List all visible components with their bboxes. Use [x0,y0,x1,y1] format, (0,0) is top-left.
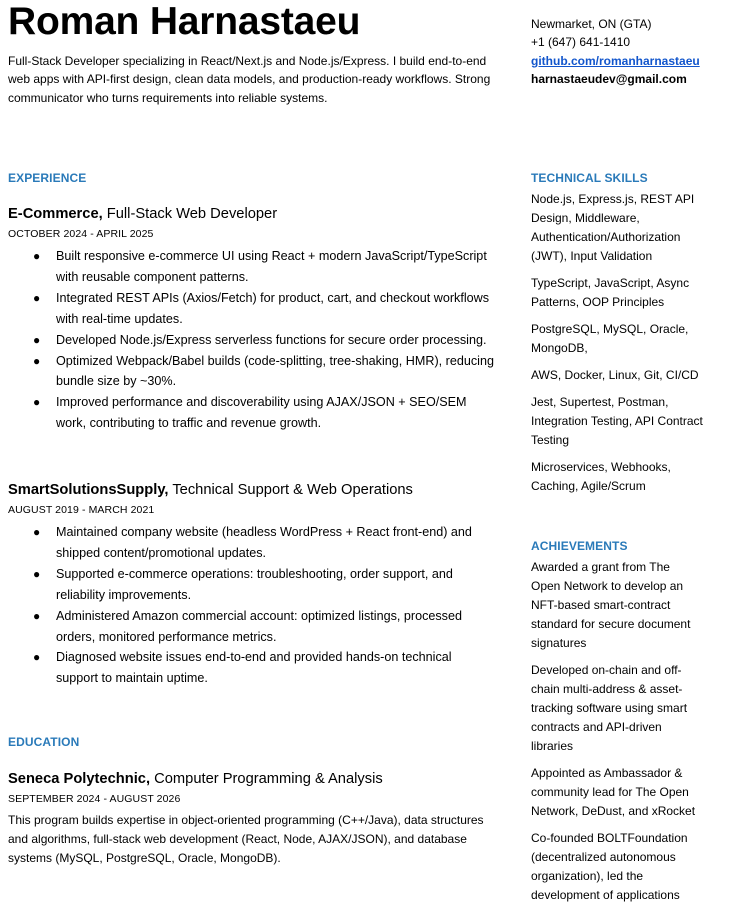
bullet-icon: ● [33,332,41,347]
education-program: Computer Programming & Analysis [154,771,383,787]
location: Newmarket, ON (GTA) [531,17,652,31]
candidate-name: Roman Harnastaeu [8,0,361,43]
education-entry [8,771,498,868]
education-org: Seneca Polytechnic, [8,771,151,787]
job-bullet: ● Maintained company website (headless WordPress + React front-end) and shipped content/promotional updates. [8,522,496,564]
job-bullets [8,246,498,434]
skill-item: AWS, Docker, Linux, Git, CI/CD [531,368,699,382]
job-bullet: ● Improved performance and discoverability using AJAX/JSON + SEO/SEM work, contributing to traffic and revenue growth. [8,392,496,434]
bullet-icon: ● [33,395,41,410]
job-bullet: ● Built responsive e-commerce UI using React + modern JavaScript/TypeScript with reusable component patterns. [8,246,496,288]
achievement-item: Co-founded BOLTFoundation (decentralized autonomous organization), led the development of applications [531,831,688,902]
achievements-heading: ACHIEVEMENTS [531,539,628,553]
skills-list [531,190,706,504]
contact-block [531,15,700,88]
job-bullet: ● Supported e-commerce operations: troubleshooting, order support, and reliability improvements. [8,564,496,606]
job-dates: OCTOBER 2024 - APRIL 2025 [8,228,154,240]
bullet-icon: ● [33,566,41,581]
skill-item: TypeScript, JavaScript, Async Patterns, OOP Principles [531,276,690,309]
achievement-item: Developed on-chain and off-chain multi-address & asset-tracking software using smart contracts and API-driven libraries [531,663,688,753]
summary: Full-Stack Developer specializing in React/Next.js and Node.js/Express. I build end-to-end web apps with API-first design, clean data models, and production-ready workflows. Strong communicator who turns requirements into reliable systems. [8,54,491,105]
education-description: This program builds expertise in object-oriented programming (C++/Java), data structures and algorithms, full-stack web development (React, Node, AJAX/JSON), and database systems (MySQL, PostgreSQL, Oracle, MongoDB). [8,813,484,865]
job-bullet: ● Developed Node.js/Express serverless functions for secure order processing. [8,330,496,351]
education-title [8,771,498,788]
job-org: SmartSolutionsSupply, [8,482,169,498]
skills-heading: TECHNICAL SKILLS [531,171,648,185]
phone: +1 (647) 641-1410 [531,35,631,50]
job-dates: AUGUST 2019 - MARCH 2021 [8,504,155,516]
job-role: Technical Support & Web Operations [172,482,413,498]
job-bullet: ● Integrated REST APIs (Axios/Fetch) for product, cart, and checkout workflows with real-time updates. [8,288,496,330]
skill-item: Jest, Supertest, Postman, Integration Testing, API Contract Testing [531,395,703,447]
skill-item: Node.js, Express.js, REST API Design, Middleware, Authentication/Authorization (JWT), Input Validation [531,192,695,263]
job-title [8,482,498,499]
skill-item: Microservices, Webhooks, Caching, Agile/Scrum [531,460,671,493]
github-link[interactable]: github.com/romanharnastaeu [531,53,700,68]
job-bullet: ● Optimized Webpack/Babel builds (code-splitting, tree-shaking, HMR), reducing bundle size by ~30%. [8,351,496,393]
bullet-icon: ● [33,353,41,368]
job-bullet: ● Administered Amazon commercial account: optimized listings, processed orders, monitored performance metrics. [8,606,496,648]
experience-heading: EXPERIENCE [8,171,87,185]
achievement-item: Awarded a grant from The Open Network to develop an NFT-based smart-contract standard for secure document signatures [531,560,691,650]
education-heading: EDUCATION [8,735,80,749]
skill-item: PostgreSQL, MySQL, Oracle, MongoDB, [531,322,689,355]
achievement-item: Appointed as Ambassador & community lead for The Open Network, DeDust, and xRocket [531,766,696,818]
bullet-icon: ● [33,525,41,539]
bullet-icon: ● [33,249,41,263]
bullet-icon: ● [33,290,41,305]
job-bullets [8,522,498,689]
job-entry [8,206,498,434]
job-bullet: ● Diagnosed website issues end-to-end and provided hands-on technical support to maintain uptime. [8,647,496,689]
achievements-list [531,558,701,913]
bullet-icon: ● [33,650,41,665]
job-entry [8,482,498,689]
job-title [8,206,498,223]
job-org: E-Commerce, [8,206,103,222]
bullet-icon: ● [33,608,41,623]
education-dates: SEPTEMBER 2024 - AUGUST 2026 [8,793,181,805]
job-role: Full-Stack Web Developer [106,206,278,222]
email: harnastaeudev@gmail.com [531,71,687,86]
